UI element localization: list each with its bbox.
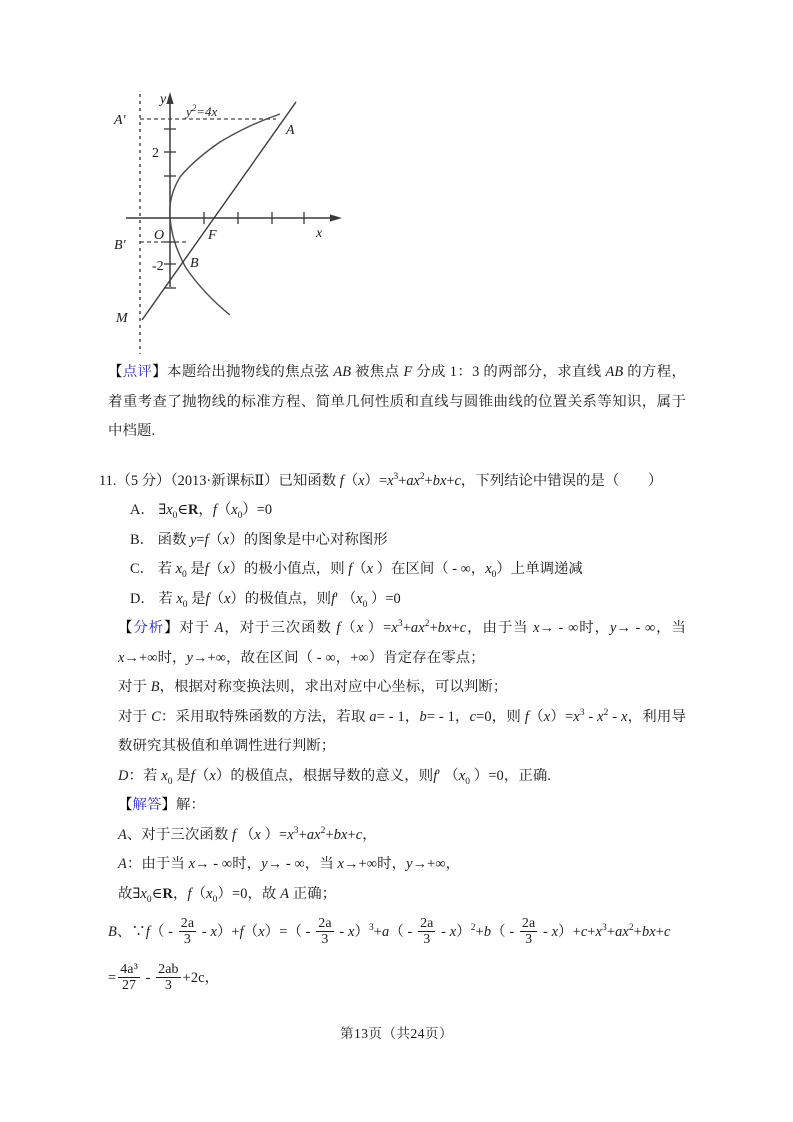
option-d-key: D．	[130, 590, 155, 607]
page-footer-text: 第13页（共24页）	[340, 1026, 453, 1041]
comment-tag: 【点评】	[108, 364, 168, 380]
label-y-tick-neg2: -2	[152, 259, 164, 274]
option-c-key: C．	[130, 561, 154, 577]
fraction-2a-over-3-4: $\frac{2a}{3}$	[521, 916, 536, 948]
analysis-paragraph-b: 对于 B，根据对称变换法则，求出对应中心坐标，可以判断；	[118, 679, 508, 695]
solution-tag-after: 解：	[175, 797, 205, 813]
parabola-lower-branch	[170, 177, 230, 315]
label-B-prime: B′	[114, 238, 126, 253]
chord-line-AB	[142, 102, 296, 320]
page-footer	[0, 1022, 793, 1042]
solution-tag: 【解答】	[118, 797, 176, 813]
option-b: B． 函数 y=f（x）的图象是中心对称图形	[130, 531, 388, 548]
parabola-figure	[108, 72, 438, 357]
label-y-tick-2: 2	[152, 146, 159, 161]
question-source: （2013·新课标Ⅱ）	[170, 472, 279, 489]
fraction-2a-over-3-2: $\frac{2a}{3}$	[318, 916, 332, 948]
solution-line-a-head: A、对于三次函数 f （x ）$=x^3+ax^2+bx+c$，	[118, 825, 377, 843]
solution-line-b-result: = $\frac{\text{4a³}}{27}$ - $\frac{2ab}{3}$ +2c，	[108, 962, 220, 994]
y-axis-arrow	[166, 92, 173, 104]
solution-line-a-concl: 故$\exists x_0\in R$，$f(x_0)=0$，故 A 正确；	[118, 885, 337, 905]
option-c: C． 若 $x_0$ 是f（x）的极小值点，则 f（x ）在区间（ - ∞，$x_0$）上单调递减	[130, 561, 583, 580]
solution-result-tail: +2c，	[182, 970, 220, 986]
comment-paragraph	[108, 358, 686, 447]
question-stem-pre: 已知函数	[278, 472, 337, 489]
label-M: M	[116, 311, 128, 326]
option-d: D． 若 $x_0$ 是f（x）的极值点，则f′ （$x_0$ ）=0	[130, 590, 401, 610]
option-a: A． $\exists x_0\in R$，$f(x_0)=0$	[130, 502, 273, 521]
comment-tag-word: 点评	[122, 364, 153, 380]
analysis-paragraph-a: 【分析】对于 A，对于三次函数 f（x ）$=x^3+ax^2+bx+c$，由于当 x→ - ∞时，y→ - ∞，当 x→+∞时，y→+∞，故在区间（ - ∞，+∞）肯定存在零点；	[118, 619, 687, 666]
label-parabola-equation: $y^2=4x$	[186, 103, 218, 119]
document-body	[99, 358, 687, 1001]
solution-tag-word: 解答	[132, 797, 162, 813]
label-A: A	[286, 123, 295, 138]
question-stem: 11.（5 分）（2013·新课标Ⅱ）已知函数 $f(x)=x^3+ax^2+bx+c$，下列结论中错误的是（ ）	[99, 471, 663, 489]
analysis-tag: 【分析】	[118, 620, 180, 636]
question-number: 11	[99, 472, 113, 489]
analysis-paragraph-c: 对于 C：采用取特殊函数的方法，若取 a= - 1，b= - 1，c=0，则 $f(x)=x^3 - x^2 - x$，利用导数研究其极值和单调性进行判断；	[118, 707, 686, 754]
fraction-2a-over-3-3: $\frac{2a}{3}$	[420, 916, 434, 948]
comment-line-1: 本题给出抛物线的焦点弦 AB 被焦点 F 分成 1：3 的两部分，求直线 AB 的方程，着重考查了抛物线的标准方程、简单几何性质和直线与圆锥曲线的位置关系等知识，属于中档题.	[108, 364, 686, 439]
label-A-prime: A′	[114, 113, 126, 128]
fraction-2a-over-3-1: $\frac{2a}{3}$	[180, 916, 195, 948]
analysis-tag-word: 分析	[133, 620, 165, 636]
solution-line-b-expansion: B、∵f（ - $\frac{2a}{3}$ - x）+f（x）=（ - $\frac{2a}{3}$ - x）$^3$+a（ - $\frac{2a}{3}$ - x）$^2$+b（ - $\frac{2a}{3}$ - $x)+c+x^3+ax^2+bx+c$	[108, 916, 671, 948]
fraction-2ab-over-3: $\frac{2ab}{3}$	[158, 962, 179, 994]
option-a-key: A．	[130, 502, 155, 518]
label-origin: O	[154, 228, 165, 243]
solution-tag-line	[118, 791, 686, 821]
x-axis-arrow	[330, 214, 342, 221]
label-x-axis: x	[316, 226, 323, 241]
option-b-key: B．	[130, 531, 154, 548]
label-y-axis: y	[160, 92, 167, 107]
label-focus-F: F	[208, 228, 217, 243]
fraction-4a3-over-27: $\frac{\text{4a³}}{27}$	[120, 962, 138, 994]
analysis-paragraph-d: D：若 $x_0$ 是f（x）的极值点，根据导数的意义，则f′ （$x_0$ ）=0，正确.	[118, 767, 552, 787]
solution-line-a-limits: A：由于当 x→ - ∞时，y→ - ∞，当 x→+∞时，y→+∞，	[118, 856, 461, 872]
question-stem-tail: ，下列结论中错误的是（ ）	[460, 472, 663, 489]
question-score: （5 分）	[116, 472, 171, 489]
label-B: B	[190, 256, 199, 271]
